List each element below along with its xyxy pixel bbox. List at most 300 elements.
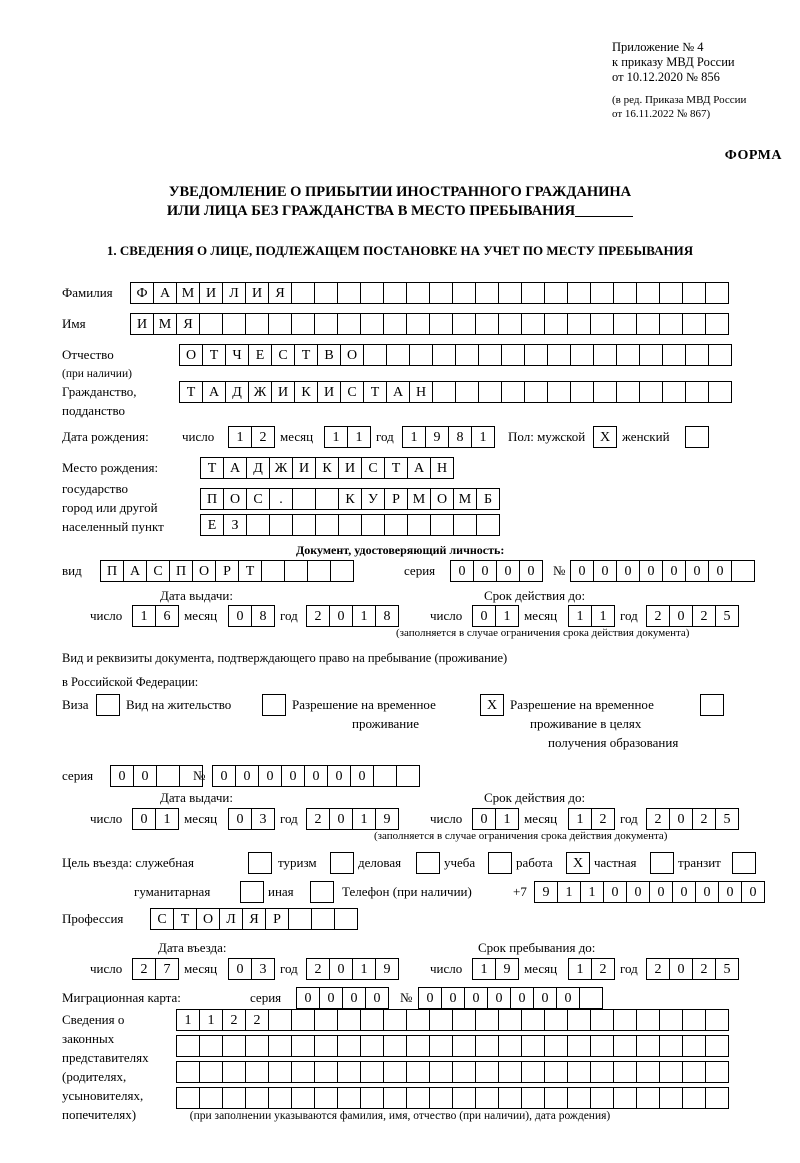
form-cell[interactable] xyxy=(659,313,683,335)
form-cell[interactable] xyxy=(373,765,397,787)
form-cell[interactable] xyxy=(429,1087,453,1109)
form-cell[interactable] xyxy=(199,1035,223,1057)
form-cell[interactable]: А xyxy=(223,457,247,479)
form-cell[interactable] xyxy=(567,1087,591,1109)
form-cell[interactable] xyxy=(708,381,732,403)
form-cell[interactable]: 1 xyxy=(495,605,519,627)
form-cell[interactable] xyxy=(567,1061,591,1083)
form-cell[interactable]: 1 xyxy=(557,881,581,903)
form-cell[interactable] xyxy=(452,1035,476,1057)
form-cell[interactable]: 6 xyxy=(155,605,179,627)
form-cell[interactable]: 1 xyxy=(155,808,179,830)
purpose-humanitarian-checkbox[interactable] xyxy=(240,881,263,903)
form-cell[interactable]: У xyxy=(361,488,385,510)
form-cell[interactable] xyxy=(544,1009,568,1031)
form-cell[interactable] xyxy=(636,1061,660,1083)
form-cell[interactable]: 0 xyxy=(570,560,594,582)
form-cell[interactable]: Ж xyxy=(269,457,293,479)
form-cell[interactable] xyxy=(156,765,180,787)
form-cell[interactable] xyxy=(639,381,663,403)
form-cell[interactable] xyxy=(176,1061,200,1083)
form-cell[interactable] xyxy=(547,381,571,403)
form-cell[interactable] xyxy=(245,1035,269,1057)
form-cell[interactable] xyxy=(488,852,512,874)
sex-female-checkbox[interactable] xyxy=(685,426,708,448)
form-cell[interactable] xyxy=(337,1061,361,1083)
stay-series-field[interactable] xyxy=(110,765,202,787)
form-cell[interactable]: 0 xyxy=(533,987,557,1009)
form-cell[interactable] xyxy=(544,313,568,335)
form-cell[interactable]: Е xyxy=(248,344,272,366)
form-cell[interactable] xyxy=(547,344,571,366)
form-cell[interactable] xyxy=(498,313,522,335)
form-cell[interactable]: 2 xyxy=(245,1009,269,1031)
form-cell[interactable]: Т xyxy=(363,381,387,403)
form-cell[interactable]: 2 xyxy=(222,1009,246,1031)
form-cell[interactable]: 2 xyxy=(306,808,330,830)
form-cell[interactable]: И xyxy=(130,313,154,335)
stay-valid-month-field[interactable] xyxy=(568,808,614,830)
form-cell[interactable]: 9 xyxy=(375,808,399,830)
form-cell[interactable]: Я xyxy=(268,282,292,304)
form-cell[interactable]: Р xyxy=(215,560,239,582)
legal-reps-row-1[interactable] xyxy=(176,1009,728,1031)
birth-day-field[interactable] xyxy=(228,426,274,448)
form-cell[interactable]: Б xyxy=(476,488,500,510)
form-cell[interactable]: 1 xyxy=(199,1009,223,1031)
form-cell[interactable]: Ч xyxy=(225,344,249,366)
form-cell[interactable]: 2 xyxy=(692,605,716,627)
form-cell[interactable] xyxy=(478,344,502,366)
form-cell[interactable]: 8 xyxy=(448,426,472,448)
form-cell[interactable]: 0 xyxy=(626,881,650,903)
form-cell[interactable]: О xyxy=(196,908,220,930)
form-cell[interactable] xyxy=(613,1035,637,1057)
form-cell[interactable] xyxy=(291,1009,315,1031)
form-cell[interactable]: С xyxy=(146,560,170,582)
form-cell[interactable] xyxy=(383,282,407,304)
form-cell[interactable] xyxy=(616,381,640,403)
form-cell[interactable] xyxy=(590,1009,614,1031)
form-cell[interactable] xyxy=(636,1035,660,1057)
form-cell[interactable]: А xyxy=(202,381,226,403)
sex-male-checkbox[interactable] xyxy=(593,426,616,448)
purpose-study-checkbox[interactable] xyxy=(488,852,511,874)
form-cell[interactable] xyxy=(432,381,456,403)
form-cell[interactable] xyxy=(222,1035,246,1057)
form-cell[interactable] xyxy=(590,1087,614,1109)
form-cell[interactable] xyxy=(498,1035,522,1057)
form-cell[interactable]: О xyxy=(179,344,203,366)
form-cell[interactable]: Т xyxy=(202,344,226,366)
form-cell[interactable]: X xyxy=(480,694,504,716)
form-cell[interactable] xyxy=(337,282,361,304)
temp-residence-checkbox[interactable] xyxy=(480,694,503,716)
form-cell[interactable] xyxy=(521,1035,545,1057)
form-cell[interactable]: К xyxy=(315,457,339,479)
form-cell[interactable]: 0 xyxy=(556,987,580,1009)
form-cell[interactable]: Д xyxy=(225,381,249,403)
form-cell[interactable]: . xyxy=(269,488,293,510)
form-cell[interactable]: 0 xyxy=(741,881,765,903)
form-cell[interactable] xyxy=(544,1087,568,1109)
doc-series-field[interactable] xyxy=(450,560,542,582)
form-cell[interactable] xyxy=(429,1009,453,1031)
form-cell[interactable]: 1 xyxy=(352,605,376,627)
form-cell[interactable] xyxy=(96,694,120,716)
form-cell[interactable]: 8 xyxy=(251,605,275,627)
form-cell[interactable]: 2 xyxy=(692,808,716,830)
form-cell[interactable]: 0 xyxy=(342,987,366,1009)
form-cell[interactable] xyxy=(307,560,331,582)
stay-until-month-field[interactable] xyxy=(568,958,614,980)
form-cell[interactable]: А xyxy=(386,381,410,403)
form-cell[interactable]: 0 xyxy=(695,881,719,903)
form-cell[interactable] xyxy=(429,313,453,335)
form-cell[interactable]: 0 xyxy=(329,605,353,627)
form-cell[interactable] xyxy=(705,313,729,335)
form-cell[interactable] xyxy=(659,1035,683,1057)
doc-number-field[interactable] xyxy=(570,560,754,582)
form-cell[interactable]: 1 xyxy=(471,426,495,448)
entry-day-field[interactable] xyxy=(132,958,178,980)
form-cell[interactable] xyxy=(292,488,316,510)
form-cell[interactable]: 0 xyxy=(472,808,496,830)
form-cell[interactable] xyxy=(360,1009,384,1031)
form-cell[interactable] xyxy=(334,908,358,930)
form-cell[interactable] xyxy=(700,694,724,716)
form-cell[interactable]: 0 xyxy=(593,560,617,582)
form-cell[interactable] xyxy=(590,282,614,304)
form-cell[interactable]: 1 xyxy=(352,808,376,830)
form-cell[interactable]: 0 xyxy=(329,808,353,830)
form-cell[interactable] xyxy=(248,852,272,874)
form-cell[interactable]: М xyxy=(176,282,200,304)
form-cell[interactable] xyxy=(360,1035,384,1057)
stay-issue-day-field[interactable] xyxy=(132,808,178,830)
form-cell[interactable]: 0 xyxy=(472,605,496,627)
form-cell[interactable]: 0 xyxy=(669,958,693,980)
form-cell[interactable] xyxy=(406,1035,430,1057)
form-cell[interactable] xyxy=(590,313,614,335)
form-cell[interactable]: 1 xyxy=(568,958,592,980)
form-cell[interactable] xyxy=(310,881,334,903)
form-cell[interactable] xyxy=(682,282,706,304)
form-cell[interactable]: М xyxy=(153,313,177,335)
form-cell[interactable]: П xyxy=(200,488,224,510)
form-cell[interactable] xyxy=(650,852,674,874)
form-cell[interactable] xyxy=(590,1061,614,1083)
form-cell[interactable] xyxy=(383,1035,407,1057)
form-cell[interactable]: М xyxy=(453,488,477,510)
form-cell[interactable]: Т xyxy=(384,457,408,479)
doc-issue-year-field[interactable] xyxy=(306,605,398,627)
form-cell[interactable]: Т xyxy=(294,344,318,366)
form-cell[interactable]: 5 xyxy=(715,958,739,980)
form-cell[interactable]: 2 xyxy=(591,808,615,830)
purpose-private-checkbox[interactable] xyxy=(650,852,673,874)
form-cell[interactable]: 9 xyxy=(425,426,449,448)
form-cell[interactable]: 0 xyxy=(212,765,236,787)
form-cell[interactable]: Я xyxy=(176,313,200,335)
form-cell[interactable]: С xyxy=(361,457,385,479)
legal-reps-row-2[interactable] xyxy=(176,1035,728,1057)
form-cell[interactable] xyxy=(685,381,709,403)
form-cell[interactable] xyxy=(662,381,686,403)
entry-month-field[interactable] xyxy=(228,958,274,980)
form-cell[interactable] xyxy=(662,344,686,366)
form-cell[interactable]: И xyxy=(338,457,362,479)
form-cell[interactable] xyxy=(705,1087,729,1109)
form-cell[interactable] xyxy=(360,1061,384,1083)
form-cell[interactable] xyxy=(705,282,729,304)
form-cell[interactable] xyxy=(386,344,410,366)
form-cell[interactable]: 1 xyxy=(402,426,426,448)
form-cell[interactable] xyxy=(383,1009,407,1031)
form-cell[interactable] xyxy=(406,282,430,304)
form-cell[interactable]: 1 xyxy=(347,426,371,448)
form-cell[interactable] xyxy=(475,1035,499,1057)
form-cell[interactable] xyxy=(291,1087,315,1109)
form-cell[interactable]: 0 xyxy=(450,560,474,582)
form-cell[interactable]: О xyxy=(192,560,216,582)
form-cell[interactable]: 0 xyxy=(258,765,282,787)
form-cell[interactable]: И xyxy=(199,282,223,304)
form-cell[interactable]: А xyxy=(123,560,147,582)
surname-field[interactable] xyxy=(130,282,728,304)
form-cell[interactable] xyxy=(406,1009,430,1031)
form-cell[interactable] xyxy=(524,344,548,366)
purpose-business-checkbox[interactable] xyxy=(416,852,439,874)
form-cell[interactable]: С xyxy=(340,381,364,403)
form-cell[interactable]: Е xyxy=(200,514,224,536)
form-cell[interactable] xyxy=(222,1087,246,1109)
patronymic-field[interactable] xyxy=(179,344,731,366)
form-cell[interactable]: 0 xyxy=(235,765,259,787)
form-cell[interactable]: 0 xyxy=(132,808,156,830)
birth-city-field-line1[interactable] xyxy=(200,488,499,510)
form-cell[interactable] xyxy=(498,1061,522,1083)
form-cell[interactable] xyxy=(685,344,709,366)
form-cell[interactable]: Н xyxy=(430,457,454,479)
purpose-tourism-checkbox[interactable] xyxy=(330,852,353,874)
form-cell[interactable] xyxy=(521,1087,545,1109)
doc-issue-day-field[interactable] xyxy=(132,605,178,627)
form-cell[interactable]: 0 xyxy=(365,987,389,1009)
form-cell[interactable]: И xyxy=(245,282,269,304)
form-cell[interactable] xyxy=(199,1087,223,1109)
form-cell[interactable] xyxy=(222,1061,246,1083)
form-cell[interactable]: М xyxy=(407,488,431,510)
form-cell[interactable]: 0 xyxy=(228,605,252,627)
form-cell[interactable]: В xyxy=(317,344,341,366)
form-cell[interactable]: 0 xyxy=(496,560,520,582)
form-cell[interactable] xyxy=(452,313,476,335)
form-cell[interactable]: 0 xyxy=(639,560,663,582)
form-cell[interactable] xyxy=(315,514,339,536)
stay-valid-year-field[interactable] xyxy=(646,808,738,830)
form-cell[interactable] xyxy=(685,426,709,448)
form-cell[interactable] xyxy=(682,1009,706,1031)
form-cell[interactable]: X xyxy=(593,426,617,448)
form-cell[interactable] xyxy=(475,1009,499,1031)
form-cell[interactable] xyxy=(360,1087,384,1109)
form-cell[interactable]: 0 xyxy=(350,765,374,787)
form-cell[interactable] xyxy=(245,313,269,335)
form-cell[interactable]: Ф xyxy=(130,282,154,304)
form-cell[interactable] xyxy=(567,1035,591,1057)
name-field[interactable] xyxy=(130,313,728,335)
form-cell[interactable] xyxy=(268,1035,292,1057)
form-cell[interactable] xyxy=(705,1061,729,1083)
form-cell[interactable] xyxy=(498,1087,522,1109)
form-cell[interactable] xyxy=(269,514,293,536)
stay-until-year-field[interactable] xyxy=(646,958,738,980)
form-cell[interactable]: 0 xyxy=(603,881,627,903)
form-cell[interactable] xyxy=(659,1087,683,1109)
form-cell[interactable] xyxy=(455,381,479,403)
form-cell[interactable] xyxy=(199,1061,223,1083)
doc-issue-month-field[interactable] xyxy=(228,605,274,627)
form-cell[interactable]: Т xyxy=(200,457,224,479)
phone-field[interactable] xyxy=(534,881,764,903)
form-cell[interactable] xyxy=(246,514,270,536)
form-cell[interactable]: 0 xyxy=(110,765,134,787)
form-cell[interactable]: 0 xyxy=(133,765,157,787)
doc-kind-field[interactable] xyxy=(100,560,353,582)
form-cell[interactable]: 0 xyxy=(649,881,673,903)
form-cell[interactable]: 2 xyxy=(251,426,275,448)
form-cell[interactable] xyxy=(338,514,362,536)
form-cell[interactable]: 1 xyxy=(580,881,604,903)
form-cell[interactable] xyxy=(261,560,285,582)
form-cell[interactable] xyxy=(429,282,453,304)
form-cell[interactable]: З xyxy=(223,514,247,536)
form-cell[interactable]: 5 xyxy=(715,605,739,627)
migration-card-number-field[interactable] xyxy=(418,987,602,1009)
form-cell[interactable] xyxy=(383,1061,407,1083)
form-cell[interactable]: 0 xyxy=(672,881,696,903)
form-cell[interactable]: К xyxy=(338,488,362,510)
form-cell[interactable] xyxy=(337,1087,361,1109)
form-cell[interactable] xyxy=(240,881,264,903)
form-cell[interactable]: 0 xyxy=(319,987,343,1009)
form-cell[interactable] xyxy=(593,381,617,403)
form-cell[interactable] xyxy=(682,313,706,335)
form-cell[interactable]: А xyxy=(407,457,431,479)
form-cell[interactable] xyxy=(292,514,316,536)
form-cell[interactable]: 2 xyxy=(306,605,330,627)
form-cell[interactable] xyxy=(199,313,223,335)
form-cell[interactable] xyxy=(636,1009,660,1031)
birth-month-field[interactable] xyxy=(324,426,370,448)
form-cell[interactable] xyxy=(613,313,637,335)
form-cell[interactable]: А xyxy=(153,282,177,304)
form-cell[interactable]: О xyxy=(223,488,247,510)
form-cell[interactable] xyxy=(478,381,502,403)
form-cell[interactable]: С xyxy=(271,344,295,366)
form-cell[interactable] xyxy=(337,313,361,335)
form-cell[interactable] xyxy=(521,282,545,304)
form-cell[interactable] xyxy=(616,344,640,366)
form-cell[interactable]: П xyxy=(100,560,124,582)
form-cell[interactable]: 0 xyxy=(685,560,709,582)
form-cell[interactable]: 0 xyxy=(327,765,351,787)
form-cell[interactable] xyxy=(636,282,660,304)
form-cell[interactable]: 2 xyxy=(646,808,670,830)
purpose-work-checkbox[interactable] xyxy=(566,852,589,874)
form-cell[interactable] xyxy=(268,1009,292,1031)
form-cell[interactable] xyxy=(521,1009,545,1031)
form-cell[interactable]: 1 xyxy=(132,605,156,627)
form-cell[interactable]: О xyxy=(340,344,364,366)
form-cell[interactable] xyxy=(360,282,384,304)
form-cell[interactable] xyxy=(521,313,545,335)
form-cell[interactable] xyxy=(475,313,499,335)
form-cell[interactable]: 0 xyxy=(464,987,488,1009)
form-cell[interactable] xyxy=(361,514,385,536)
form-cell[interactable] xyxy=(498,282,522,304)
visa-checkbox[interactable] xyxy=(96,694,119,716)
birth-year-field[interactable] xyxy=(402,426,494,448)
form-cell[interactable] xyxy=(314,313,338,335)
form-cell[interactable]: 0 xyxy=(510,987,534,1009)
form-cell[interactable]: 2 xyxy=(306,958,330,980)
form-cell[interactable] xyxy=(452,1061,476,1083)
form-cell[interactable]: 2 xyxy=(132,958,156,980)
form-cell[interactable]: 0 xyxy=(487,987,511,1009)
legal-reps-row-4[interactable] xyxy=(176,1087,728,1109)
form-cell[interactable]: 0 xyxy=(304,765,328,787)
form-cell[interactable] xyxy=(429,1035,453,1057)
form-cell[interactable] xyxy=(636,313,660,335)
form-cell[interactable]: П xyxy=(169,560,193,582)
form-cell[interactable] xyxy=(432,344,456,366)
form-cell[interactable] xyxy=(284,560,308,582)
form-cell[interactable]: 0 xyxy=(228,958,252,980)
form-cell[interactable]: X xyxy=(566,852,590,874)
form-cell[interactable] xyxy=(291,282,315,304)
form-cell[interactable] xyxy=(337,1009,361,1031)
stay-valid-day-field[interactable] xyxy=(472,808,518,830)
form-cell[interactable]: 2 xyxy=(646,605,670,627)
form-cell[interactable]: 7 xyxy=(155,958,179,980)
residence-permit-checkbox[interactable] xyxy=(262,694,285,716)
form-cell[interactable] xyxy=(222,313,246,335)
form-cell[interactable]: 2 xyxy=(646,958,670,980)
form-cell[interactable] xyxy=(593,344,617,366)
form-cell[interactable] xyxy=(544,1061,568,1083)
form-cell[interactable] xyxy=(476,514,500,536)
form-cell[interactable] xyxy=(498,1009,522,1031)
purpose-service-checkbox[interactable] xyxy=(248,852,271,874)
form-cell[interactable] xyxy=(406,1061,430,1083)
form-cell[interactable] xyxy=(501,381,525,403)
form-cell[interactable]: 2 xyxy=(692,958,716,980)
form-cell[interactable]: 1 xyxy=(324,426,348,448)
form-cell[interactable] xyxy=(315,488,339,510)
form-cell[interactable] xyxy=(590,1035,614,1057)
form-cell[interactable] xyxy=(245,1087,269,1109)
form-cell[interactable] xyxy=(452,1009,476,1031)
form-cell[interactable]: Ж xyxy=(248,381,272,403)
form-cell[interactable]: Р xyxy=(265,908,289,930)
form-cell[interactable] xyxy=(311,908,335,930)
form-cell[interactable] xyxy=(268,313,292,335)
stay-until-day-field[interactable] xyxy=(472,958,518,980)
form-cell[interactable] xyxy=(268,1061,292,1083)
form-cell[interactable]: 0 xyxy=(329,958,353,980)
